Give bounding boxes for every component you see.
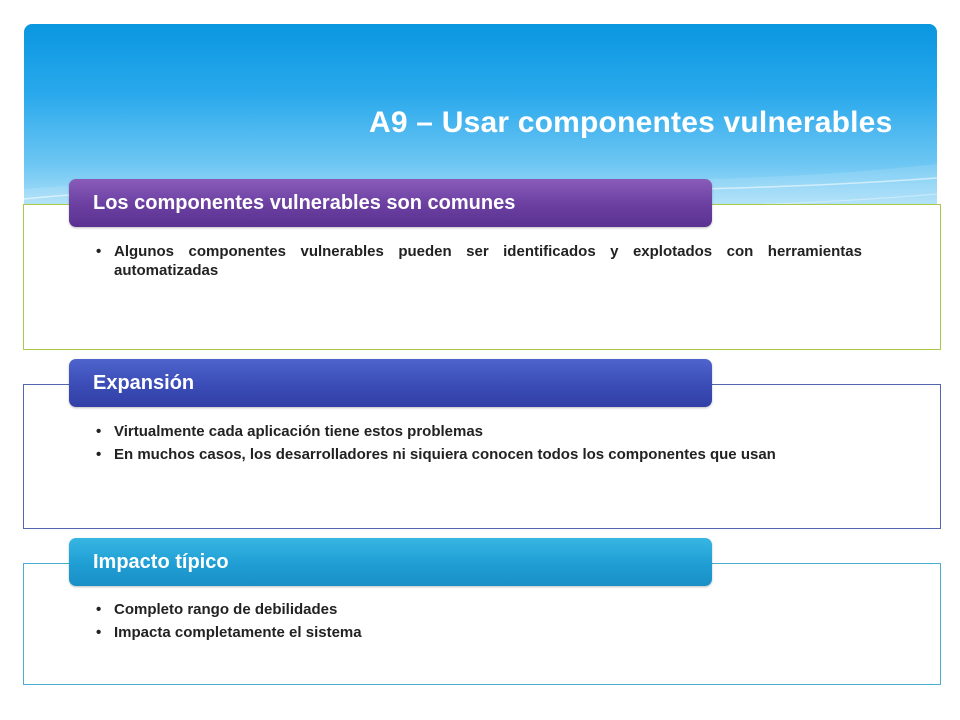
list-item: • Completo rango de debilidades <box>96 601 338 618</box>
list-item: • Algunos componentes vulnerables pueden ser identificados y explotados con herramientas automatizadas <box>96 243 862 279</box>
section-heading-components: Los componentes vulnerables son comunes <box>69 179 712 227</box>
bullet-icon: • <box>96 446 102 463</box>
list-item: • En muchos casos, los desarrolladores ni siquiera conocen todos los componentes que usan <box>96 446 776 463</box>
bullet-list <box>96 422 862 468</box>
list-item: • Virtualmente cada aplicación tiene estos problemas <box>96 423 484 440</box>
bullet-list <box>96 242 862 284</box>
bullet-icon: • <box>96 601 102 618</box>
slide-title: A9 – Usar componentes vulnerables <box>369 106 893 139</box>
bullet-icon: • <box>96 423 102 440</box>
bullet-icon: • <box>96 243 102 260</box>
bullet-icon: • <box>96 624 102 641</box>
section-heading-impact: Impacto típico <box>69 538 712 586</box>
bullet-list <box>96 600 862 646</box>
section-heading-expansion: Expansión <box>69 359 712 407</box>
list-item: • Impacta completamente el sistema <box>96 624 362 641</box>
